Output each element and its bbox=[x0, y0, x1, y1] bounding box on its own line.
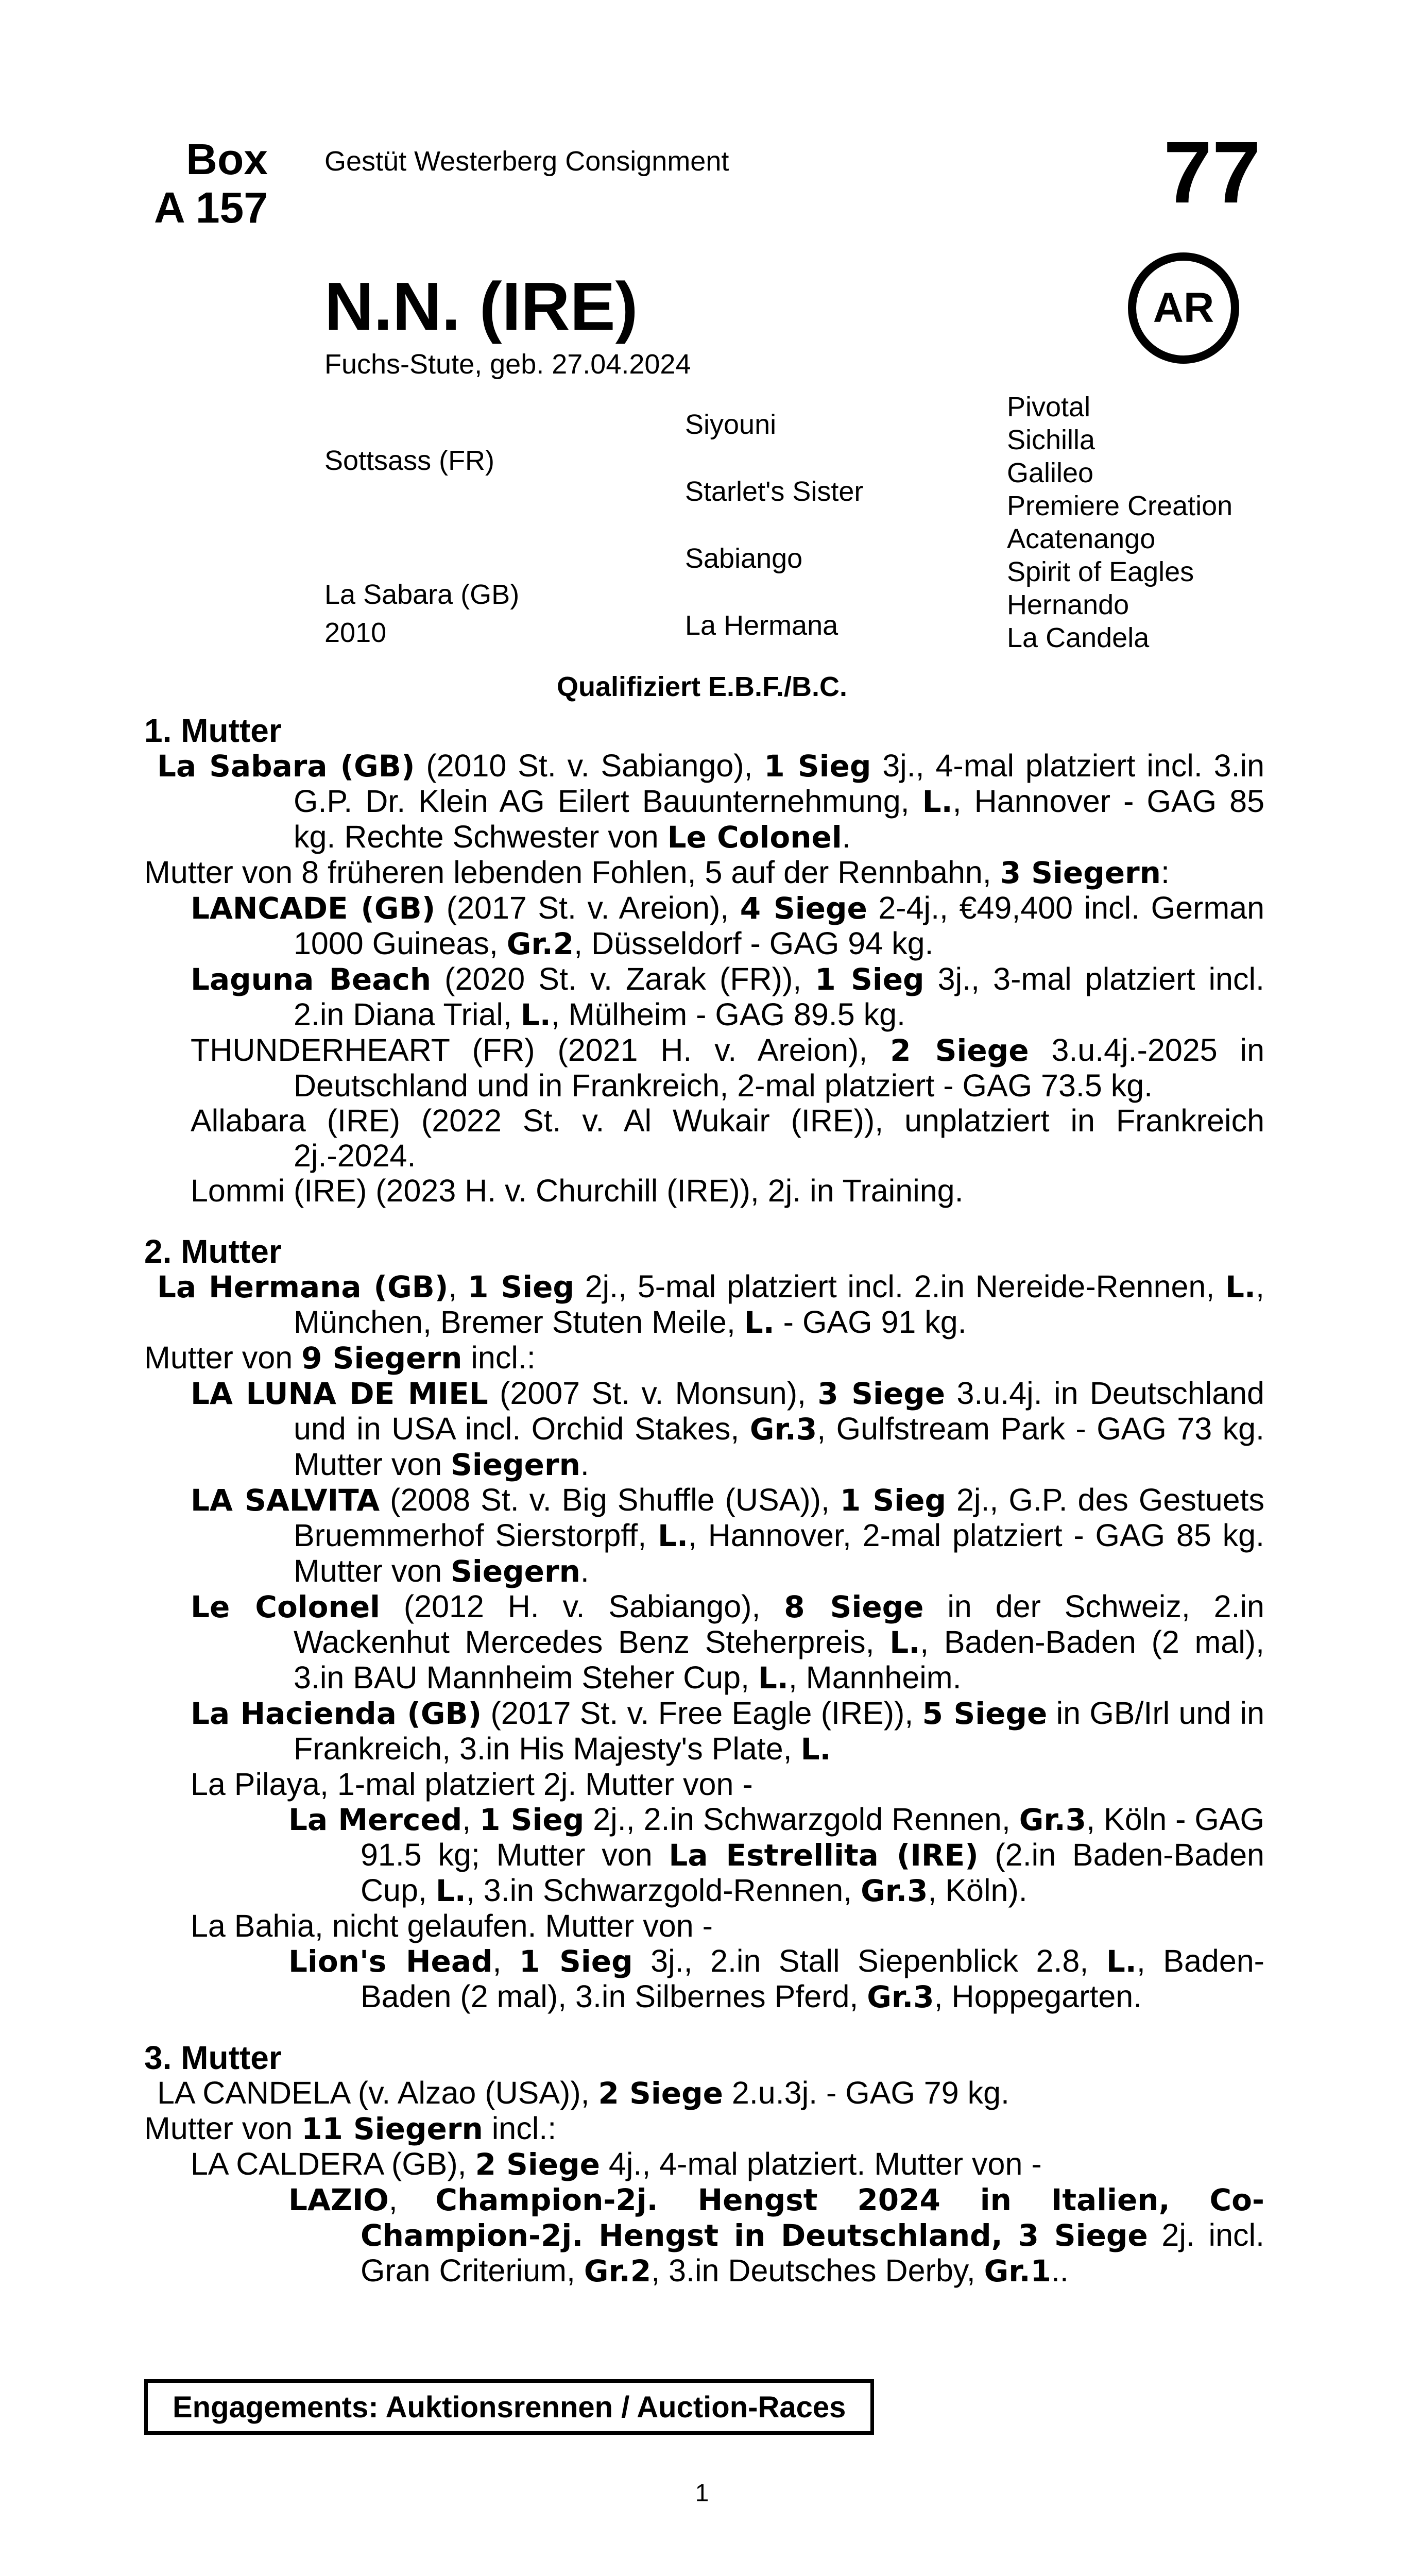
pedigree-sire-dam: Starlet's Sister bbox=[685, 476, 864, 507]
text-run: . bbox=[580, 1447, 589, 1482]
text-run: , Hoppegarten. bbox=[934, 1979, 1142, 2014]
qualification: Qualifiziert E.B.F./B.C. bbox=[556, 671, 848, 702]
bold-text: LANCADE (GB) bbox=[191, 891, 436, 926]
text-run: , bbox=[492, 1943, 520, 1978]
family-entry bbox=[144, 2075, 1264, 2111]
family-entry bbox=[144, 961, 1264, 1032]
text-run: (2010 St. v. Sabiango), bbox=[415, 748, 764, 783]
family-entry bbox=[144, 2182, 1264, 2289]
text-run: , bbox=[448, 1269, 468, 1304]
text-run: (2020 St. v. Zarak (FR)), bbox=[431, 961, 815, 996]
bold-text: 3 Siege bbox=[817, 1376, 946, 1411]
family-entry bbox=[144, 1032, 1264, 1103]
bold-text: Gr.3 bbox=[749, 1412, 817, 1447]
bold-text: La Hacienda (GB) bbox=[191, 1696, 482, 1731]
pedigree-dam-dam: La Hermana bbox=[685, 610, 838, 641]
text-run: , Hannover, 2-mal platziert - GAG 85 kg. Mutter von bbox=[294, 1518, 1264, 1588]
family-entry bbox=[144, 1482, 1264, 1589]
text-run: , 3.in Schwarzgold-Rennen, bbox=[466, 1873, 861, 1908]
bold-text: 2 Siege bbox=[598, 2076, 723, 2111]
family-entry bbox=[144, 1103, 1264, 1173]
bold-text: L. bbox=[1225, 1269, 1256, 1304]
bold-text: 2 Siege bbox=[890, 1033, 1029, 1068]
text-run: incl.: bbox=[483, 2111, 557, 2146]
pedigree-third-generation bbox=[1007, 391, 1232, 654]
bold-text: Laguna Beach bbox=[191, 962, 432, 997]
pedigree-ggp: Galileo bbox=[1007, 457, 1094, 488]
bold-text: L. bbox=[889, 1625, 920, 1660]
bold-text: 1 Sieg bbox=[840, 1483, 947, 1518]
text-run: in GB/Irl und in Frankreich, 3.in His Majesty's Plate, bbox=[294, 1696, 1265, 1766]
consignor: Gestüt Westerberg Consignment bbox=[324, 146, 729, 177]
pedigree-sire-sire: Siyouni bbox=[685, 409, 777, 440]
section-spacer bbox=[144, 1208, 1264, 1234]
text-run: (2007 St. v. Monsun), bbox=[488, 1376, 818, 1411]
bold-text: La Sabara (GB) bbox=[157, 749, 415, 784]
lot-number: 77 bbox=[1163, 124, 1261, 222]
box-label: Box bbox=[186, 135, 268, 183]
pedigree-dam-year: 2010 bbox=[324, 617, 387, 648]
section-heading: 2. Mutter bbox=[144, 1233, 282, 1270]
bold-text: Gr.3 bbox=[861, 1873, 928, 1908]
text-run: Mutter von 8 früheren lebenden Fohlen, 5 auf der Rennbahn, bbox=[144, 855, 1000, 890]
bold-text: Gr.3 bbox=[1019, 1802, 1087, 1837]
text-run: , Düsseldorf - GAG 94 kg. bbox=[574, 926, 934, 961]
text-run: 2j. incl. Gran Criterium, bbox=[361, 2217, 1264, 2288]
bold-text: 2 Siege bbox=[475, 2147, 600, 2182]
bold-text: Gr.2 bbox=[584, 2253, 652, 2289]
family-entry bbox=[144, 1696, 1264, 1767]
bold-text: 1 Sieg bbox=[815, 962, 924, 997]
bold-text: L. bbox=[744, 1305, 775, 1340]
section-heading: 3. Mutter bbox=[144, 2039, 282, 2076]
text-run: .. bbox=[1051, 2253, 1069, 2288]
text-run: , Gulfstream Park - GAG 73 kg. Mutter von bbox=[294, 1411, 1264, 1482]
text-run: : bbox=[1160, 855, 1170, 890]
bold-text: L. bbox=[520, 997, 551, 1032]
pedigree-ggp: Premiere Creation bbox=[1007, 490, 1233, 521]
pedigree-dam-sire: Sabiango bbox=[685, 543, 803, 574]
pedigree-ggp: Pivotal bbox=[1007, 392, 1091, 422]
text-run: (2.in Baden-Baden Cup, bbox=[361, 1837, 1264, 1908]
family-entry bbox=[144, 855, 1264, 890]
bold-text: L. bbox=[800, 1732, 831, 1767]
family-entry bbox=[144, 1943, 1264, 2014]
text-run: . bbox=[580, 1553, 589, 1588]
text-run: , Hannover - GAG 85 kg. Rechte Schwester von bbox=[294, 784, 1264, 854]
bold-text: LA SALVITA bbox=[191, 1483, 380, 1518]
horse-description: Fuchs-Stute, geb. 27.04.2024 bbox=[324, 349, 691, 380]
family-entry bbox=[144, 748, 1264, 855]
bold-text: 1 Sieg bbox=[764, 749, 871, 784]
bold-text: 11 Siegern bbox=[301, 2111, 483, 2146]
text-run: 2j., 2.in Schwarzgold Rennen, bbox=[584, 1802, 1019, 1837]
pedigree-ggp: Sichilla bbox=[1007, 425, 1095, 455]
family-entry bbox=[144, 2111, 1264, 2146]
text-run: 3.u.4j.-2025 in Deutschland und in Frankreich, 2-mal platziert - GAG 73.5 kg. bbox=[294, 1032, 1264, 1103]
text-run: THUNDERHEART (FR) (2021 H. v. Areion), bbox=[191, 1032, 891, 1067]
bold-text: LA LUNA DE MIEL bbox=[191, 1376, 488, 1411]
family-entry bbox=[144, 1767, 1264, 1802]
ar-badge bbox=[1128, 252, 1239, 364]
bold-text: 9 Siegern bbox=[301, 1341, 463, 1376]
bold-text: 1 Sieg bbox=[480, 1802, 585, 1837]
text-run: 2j., G.P. des Gestuets Bruemmerhof Sierstorpff, bbox=[294, 1482, 1264, 1553]
bold-text: Gr.1 bbox=[984, 2253, 1051, 2289]
family-entry bbox=[144, 1376, 1264, 1482]
bold-text: Lion's Head bbox=[288, 1944, 493, 1979]
text-run: . bbox=[842, 819, 851, 854]
text-run: - GAG 91 kg. bbox=[774, 1304, 967, 1340]
pedigree-ggp: Spirit of Eagles bbox=[1007, 556, 1194, 587]
text-run: 3j., 3-mal platziert incl. 2.in Diana Trial, bbox=[294, 961, 1264, 1032]
bold-text: 5 Siege bbox=[922, 1696, 1048, 1731]
ar-badge-label: AR bbox=[1153, 284, 1214, 331]
bold-text: Champion-2j. Hengst 2024 in Italien, Co-Champion-2j. Hengst in Deutschland, 3 Siege bbox=[361, 2182, 1264, 2253]
bold-text: 1 Sieg bbox=[519, 1944, 633, 1979]
text-run: 2-4j., €49,400 incl. German 1000 Guineas, bbox=[294, 890, 1264, 961]
text-run: , 3.in Deutsches Derby, bbox=[651, 2253, 984, 2288]
engagements-label: Engagements: Auktionsrennen / Auction-Races bbox=[173, 2390, 846, 2424]
text-run: 3j., 2.in Stall Siepenblick 2.8, bbox=[632, 1943, 1106, 1978]
bold-text: La Hermana (GB) bbox=[157, 1269, 449, 1304]
text-run: 2.u.3j. - GAG 79 kg. bbox=[723, 2075, 1009, 2110]
family-entry bbox=[144, 1269, 1264, 1340]
engagements-box bbox=[144, 2379, 874, 2435]
text-run: Lommi (IRE) (2023 H. v. Churchill (IRE)), 2j. in Training. bbox=[191, 1173, 964, 1208]
text-run: incl.: bbox=[462, 1340, 536, 1375]
text-run: La Pilaya, 1-mal platziert 2j. Mutter von - bbox=[191, 1767, 753, 1802]
text-run: , bbox=[388, 2182, 436, 2217]
page-number: 1 bbox=[695, 2480, 709, 2507]
pedigree-sire: Sottsass (FR) bbox=[324, 445, 495, 476]
bold-text: Siegern bbox=[451, 1554, 580, 1589]
bold-text: L. bbox=[657, 1518, 688, 1553]
pedigree-ggp: La Candela bbox=[1007, 622, 1150, 653]
bold-text: L. bbox=[1106, 1944, 1137, 1979]
section-spacer bbox=[144, 2014, 1264, 2040]
text-run: 3j., 4-mal platziert incl. 3.in G.P. Dr. Klein AG Eilert Bauunternehmung, bbox=[294, 748, 1265, 819]
text-run: 4j., 4-mal platziert. Mutter von - bbox=[600, 2146, 1042, 2181]
bold-text: 4 Siege bbox=[740, 891, 867, 926]
text-run: La Bahia, nicht gelaufen. Mutter von - bbox=[191, 1908, 713, 1943]
family-entry bbox=[144, 1908, 1264, 1943]
text-run: , München, Bremer Stuten Meile, bbox=[294, 1269, 1264, 1340]
text-run: (2017 St. v. Free Eagle (IRE)), bbox=[482, 1696, 922, 1731]
text-run: 3.u.4j. in Deutschland und in USA incl. Orchid Stakes, bbox=[294, 1376, 1264, 1446]
bold-text: 8 Siege bbox=[784, 1589, 924, 1624]
family-entry bbox=[144, 2146, 1264, 2182]
family-entry bbox=[144, 1589, 1264, 1696]
bold-text: 1 Sieg bbox=[468, 1269, 574, 1304]
text-run: (2017 St. v. Areion), bbox=[435, 890, 740, 925]
text-run: LA CALDERA (GB), bbox=[191, 2146, 475, 2181]
bold-text: Gr.3 bbox=[867, 1979, 934, 2014]
bold-text: La Merced bbox=[288, 1802, 463, 1837]
text-run: , Mannheim. bbox=[788, 1660, 962, 1695]
text-run: , Baden-Baden (2 mal), 3.in Silbernes Pferd, bbox=[361, 1943, 1264, 2014]
text-run: (2008 St. v. Big Shuffle (USA)), bbox=[380, 1482, 840, 1517]
box-number: A 157 bbox=[153, 183, 268, 232]
pedigree-ggp: Hernando bbox=[1007, 589, 1129, 620]
bold-text: L. bbox=[435, 1873, 466, 1908]
pedigree-dam: La Sabara (GB) bbox=[324, 579, 520, 610]
text-run: , Mülheim - GAG 89.5 kg. bbox=[551, 997, 905, 1032]
box-label-block bbox=[144, 135, 268, 232]
text-run: , bbox=[462, 1802, 480, 1837]
section-heading: 1. Mutter bbox=[144, 712, 282, 749]
bold-text: Gr.2 bbox=[506, 926, 574, 961]
bold-text: 3 Siegern bbox=[1000, 855, 1161, 890]
family-entry bbox=[144, 890, 1264, 961]
pedigree-ggp: Acatenango bbox=[1007, 523, 1156, 554]
text-run: (2012 H. v. Sabiango), bbox=[380, 1589, 784, 1624]
horse-name: N.N. (IRE) bbox=[324, 268, 638, 344]
family-entry bbox=[144, 1802, 1264, 1908]
family-entry bbox=[144, 1173, 1264, 1208]
family-entry bbox=[144, 1340, 1264, 1376]
bold-text: Le Colonel bbox=[191, 1589, 381, 1624]
family-text bbox=[144, 713, 1264, 2289]
bold-text: L. bbox=[758, 1660, 789, 1696]
text-run: , Köln - GAG 91.5 kg; Mutter von bbox=[361, 1802, 1264, 1872]
bold-text: Siegern bbox=[451, 1447, 580, 1482]
bold-text: La Estrellita (IRE) bbox=[669, 1838, 979, 1873]
text-run: , Baden-Baden (2 mal), 3.in BAU Mannheim Steher Cup, bbox=[294, 1624, 1265, 1695]
text-run: Mutter von bbox=[144, 1340, 302, 1375]
text-run: 2j., 5-mal platziert incl. 2.in Nereide-Rennen, bbox=[574, 1269, 1226, 1304]
text-run: Mutter von bbox=[144, 2111, 302, 2146]
text-run: in der Schweiz, 2.in Wackenhut Mercedes Benz Steherpreis, bbox=[294, 1589, 1264, 1659]
bold-text: LAZIO bbox=[288, 2182, 389, 2217]
bold-text: Le Colonel bbox=[667, 820, 842, 855]
bold-text: L. bbox=[922, 784, 953, 819]
text-run: Allabara (IRE) (2022 St. v. Al Wukair (IRE)), unplatziert in Frankreich 2j.-2024. bbox=[191, 1103, 1264, 1173]
text-run: LA CANDELA (v. Alzao (USA)), bbox=[157, 2075, 598, 2110]
text-run: , Köln). bbox=[928, 1873, 1028, 1908]
